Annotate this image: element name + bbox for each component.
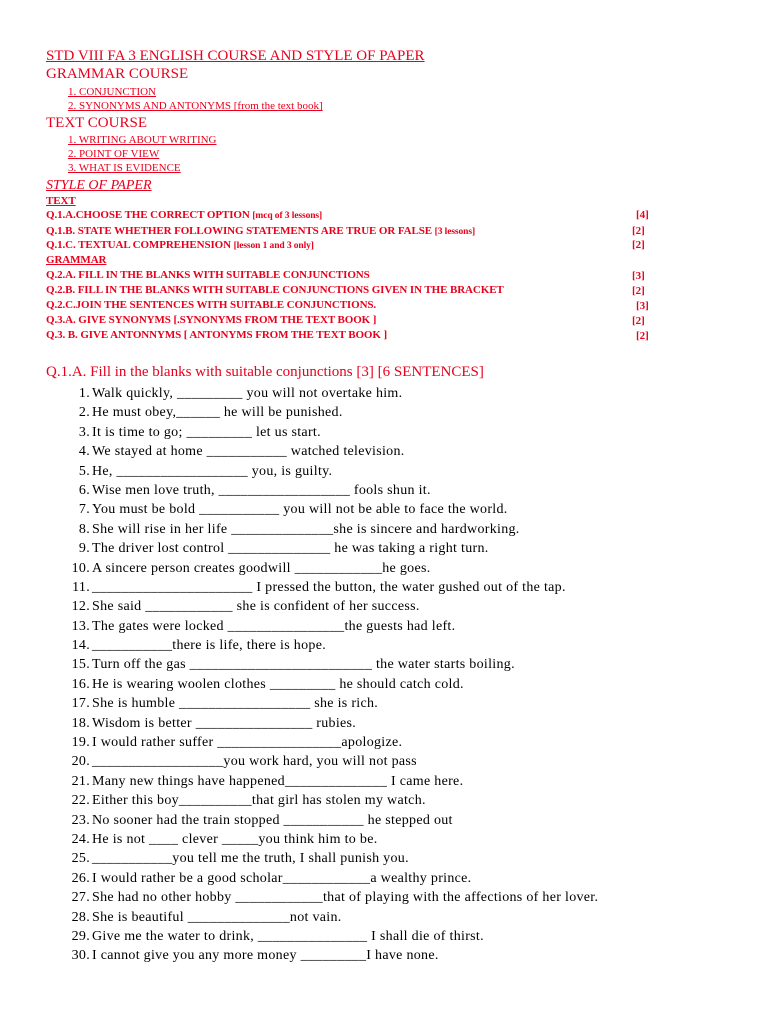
paper-row-note: [3 lessons]: [434, 227, 476, 237]
sentence-number: 28.: [71, 909, 90, 925]
sentence-text: She will rise in her life ______________she is sincere and hardworking.: [92, 521, 520, 537]
text-course-item: 1. WRITING ABOUT WRITING: [68, 134, 217, 146]
paper-row-q1b: [46, 225, 475, 237]
paper-row-marks: [4]: [636, 209, 649, 221]
sentence-text: She said ____________ she is confident of her success.: [92, 599, 420, 615]
paper-row-marks: [2]: [632, 315, 645, 327]
sentence-item: [66, 597, 746, 616]
sentence-text: The driver lost control ______________ he was taking a right turn.: [92, 541, 489, 557]
sentence-text: Either this boy__________that girl has stolen my watch.: [92, 793, 426, 809]
grammar-course-heading: GRAMMAR COURSE: [46, 66, 189, 82]
sentence-text: Turn off the gas _________________________ the water starts boiling.: [92, 657, 515, 673]
sentence-item: [66, 869, 746, 888]
sentence-item: [66, 772, 746, 791]
sentence-number: 25.: [71, 851, 90, 867]
sentence-number: 4.: [78, 444, 90, 460]
sentence-item: [66, 500, 746, 519]
sentence-text: I cannot give you any more money _________I have none.: [92, 948, 439, 964]
sentence-text: I would rather be a good scholar____________a wealthy prince.: [92, 870, 472, 886]
paper-row-question: Q.1.C. TEXTUAL COMPREHENSION: [46, 239, 234, 251]
sentence-number: 17.: [71, 696, 90, 712]
paper-row-q2a: Q.2.A. FILL IN THE BLANKS WITH SUITABLE CONJUNCTIONS: [46, 269, 370, 281]
paper-row-q1c: [46, 239, 314, 251]
sentence-number: 7.: [78, 502, 90, 518]
sentence-number: 2.: [78, 405, 90, 421]
sentence-item: [66, 655, 746, 674]
sentence-text: ______________________ I pressed the button, the water gushed out of the tap.: [92, 579, 566, 595]
paper-row-question: Q.1.B. STATE WHETHER FOLLOWING STATEMENTS ARE TRUE OR FALSE: [46, 225, 435, 237]
sentence-number: 3.: [78, 424, 90, 440]
sentence-text: You must be bold ___________ you will not be able to face the world.: [92, 502, 508, 518]
sentence-text: I would rather suffer _________________apologize.: [92, 735, 403, 751]
sentence-number: 16.: [71, 676, 90, 692]
sentence-item: [66, 559, 746, 578]
sentence-number: 8.: [78, 521, 90, 537]
text-course-item: 2. POINT OF VIEW: [68, 148, 160, 160]
sentence-item: [66, 830, 746, 849]
grammar-course-item: 2. SYNONYMS AND ANTONYMS [from the text book]: [68, 100, 323, 112]
sentence-text: Many new things have happened______________ I came here.: [92, 773, 464, 789]
sentence-number: 19.: [71, 735, 90, 751]
sentence-item: [66, 675, 746, 694]
sentence-text: The gates were locked ________________the guests had left.: [92, 618, 456, 634]
sentence-number: 20.: [71, 754, 90, 770]
paper-row-note: [lesson 1 and 3 only]: [233, 241, 314, 251]
sentence-text: ___________you tell me the truth, I shall punish you.: [92, 851, 409, 867]
sentence-number: 15.: [71, 657, 90, 673]
sentence-item: [66, 946, 746, 965]
sentence-item: [66, 423, 746, 442]
sentence-number: 24.: [71, 831, 90, 847]
sentence-number: 23.: [71, 812, 90, 828]
paper-row-q1a: [46, 209, 322, 221]
sentence-item: [66, 752, 746, 771]
sentence-text: He must obey,______ he will be punished.: [92, 405, 343, 421]
sentence-text: He is wearing woolen clothes _________ he should catch cold.: [92, 676, 464, 692]
sentence-number: 9.: [78, 541, 90, 557]
sentence-text: She is beautiful ______________not vain.: [92, 909, 342, 925]
sentence-number: 5.: [78, 463, 90, 479]
sentence-item: [66, 811, 746, 830]
paper-row-note: [mcq of 3 lessons]: [252, 211, 323, 221]
sentence-number: 1.: [78, 386, 90, 401]
grammar-section-label: GRAMMAR: [46, 254, 107, 266]
sentence-number: 13.: [71, 618, 90, 634]
sentence-item: [66, 733, 746, 752]
sentence-number: 18.: [71, 715, 90, 731]
sentence-text: He, __________________ you, is guilty.: [92, 463, 333, 479]
sentence-item: [66, 578, 746, 597]
sentence-item: [66, 520, 746, 539]
sentence-text: Give me the water to drink, _______________ I shall die of thirst.: [92, 928, 484, 944]
paper-row-q3b: Q.3. B. GIVE ANTONNYMS [ ANTONYMS FROM THE TEXT BOOK ]: [46, 329, 388, 341]
sentence-number: 21.: [71, 773, 90, 789]
sentence-item: [66, 714, 746, 733]
sentence-item: [66, 617, 746, 636]
sentence-item: [66, 403, 746, 422]
sentence-item: [66, 849, 746, 868]
sentence-text: __________________you work hard, you will not pass: [92, 754, 417, 770]
exercise-heading: Q.1.A. Fill in the blanks with suitable conjunctions [3] [6 SENTENCES]: [46, 364, 484, 380]
sentence-item: [66, 539, 746, 558]
sentence-text: ___________there is life, there is hope.: [92, 638, 327, 654]
grammar-course-item: 1. CONJUNCTION: [68, 86, 156, 98]
sentence-text: We stayed at home ___________ watched television.: [92, 444, 405, 460]
paper-row-q3a: Q.3.A. GIVE SYNONYMS [.SYNONYMS FROM THE TEXT BOOK ]: [46, 314, 377, 326]
sentence-item: [66, 791, 746, 810]
sentence-item: [66, 462, 746, 481]
sentence-number: 27.: [71, 890, 90, 906]
paper-row-marks: [2]: [632, 239, 645, 251]
sentence-number: 10.: [71, 560, 90, 576]
sentence-item: [66, 908, 746, 927]
sentence-text: It is time to go; _________ let us start.: [92, 424, 321, 440]
sentence-number: 30.: [71, 948, 90, 964]
paper-row-marks: [3]: [632, 270, 645, 282]
sentence-number: 6.: [78, 482, 90, 498]
sentence-item: [66, 636, 746, 655]
paper-row-marks: [2]: [632, 285, 645, 297]
paper-row-marks: [2]: [632, 225, 645, 237]
sentence-text: She is humble __________________ she is rich.: [92, 696, 379, 712]
sentence-item: [66, 888, 746, 907]
sentence-text: Walk quickly, _________ you will not overtake him.: [92, 386, 403, 401]
text-course-item: 3. WHAT IS EVIDENCE: [68, 162, 181, 174]
style-of-paper-heading: STYLE OF PAPER: [46, 178, 152, 193]
sentence-number: 14.: [71, 638, 90, 654]
paper-row-question: Q.1.A.CHOOSE THE CORRECT OPTION: [46, 209, 253, 221]
paper-row-q2c: Q.2.C.JOIN THE SENTENCES WITH SUITABLE CONJUNCTIONS.: [46, 299, 377, 311]
paper-row-marks: [3]: [636, 300, 649, 312]
sentence-number: 29.: [71, 928, 90, 944]
sentence-item: [66, 481, 746, 500]
sentence-number: 11.: [72, 579, 90, 595]
sentence-item: [66, 694, 746, 713]
sentence-number: 12.: [71, 599, 90, 615]
sentence-item: [66, 927, 746, 946]
sentence-text: Wisdom is better ________________ rubies.: [92, 715, 357, 731]
sentence-item: [66, 384, 746, 403]
page-title: STD VIII FA 3 ENGLISH COURSE AND STYLE OF PAPER: [46, 48, 425, 64]
paper-row-q2b: Q.2.B. FILL IN THE BLANKS WITH SUITABLE CONJUNCTIONS GIVEN IN THE BRACKET: [46, 284, 504, 296]
sentence-text: Wise men love truth, __________________ fools shun it.: [92, 482, 431, 498]
text-course-heading: TEXT COURSE: [46, 115, 147, 131]
sentence-item: [66, 442, 746, 461]
sentence-number: 22.: [71, 793, 90, 809]
sentence-text: She had no other hobby ____________that of playing with the affections of her lover.: [92, 890, 599, 906]
paper-row-marks: [2]: [636, 330, 649, 342]
sentence-text: A sincere person creates goodwill ____________he goes.: [92, 560, 431, 576]
sentence-text: He is not ____ clever _____you think him to be.: [92, 831, 378, 847]
sentence-text: No sooner had the train stopped ___________ he stepped out: [92, 812, 453, 828]
text-section-label: TEXT: [46, 195, 76, 207]
sentence-number: 26.: [71, 870, 90, 886]
sentence-list: [66, 384, 746, 966]
